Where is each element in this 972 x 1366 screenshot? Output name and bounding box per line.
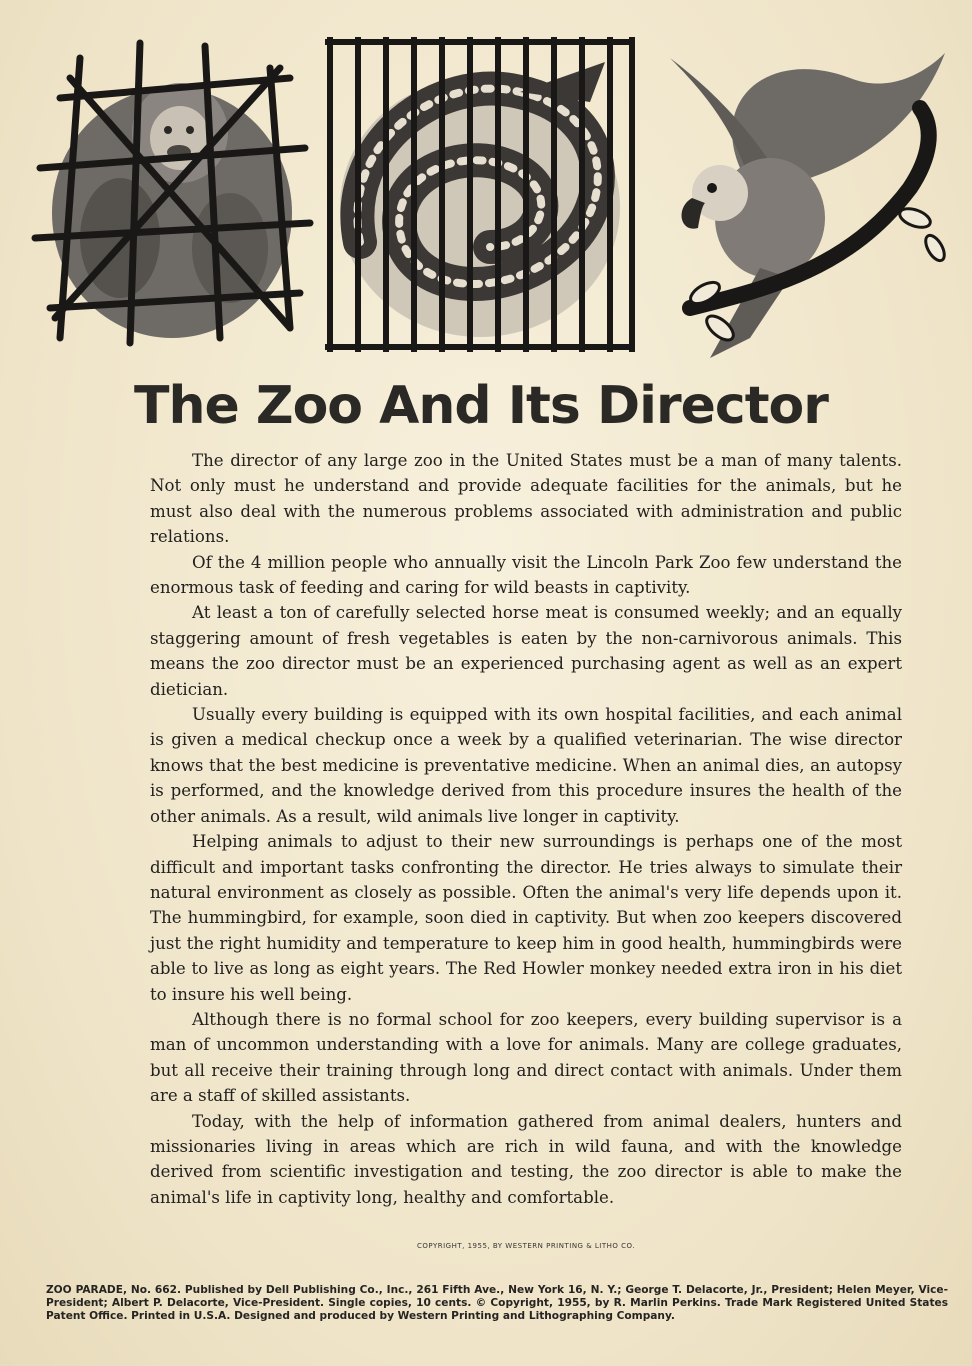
- publisher-imprint: ZOO PARADE, No. 662. Published by Dell Publishing Co., Inc., 261 Fifth Ave., New York 16, N. Y.; George T. Delacorte, Jr., President; Helen Meyer, Vice-President; Albert P. Delacorte, Vice-President. Single copies, 10 cents. © Copyright, 1955, by R. Marlin Perkins. Trade Mark Registered United States Patent Office. Printed in U.S.A. Designed and produced by Western Printing and Lithographing Company.: [46, 1284, 948, 1322]
- gorilla-in-net-illustration: [30, 38, 315, 348]
- paragraph: Although there is no formal school for zoo keepers, every building supervisor is a man of uncommon understanding with a love for animals. Many are college graduates, but all receive their training through long and direct contact with animals. Under them are a staff of skilled assistants.: [150, 1009, 902, 1106]
- paragraph: At least a ton of carefully selected horse meat is consumed weekly; and an equally staggering amount of fresh vegetables is eaten by the non-carnivorous animals. This means the zoo director must be an experienced purchasing agent as well as an expert dietician.: [150, 603, 902, 699]
- article-body: [150, 448, 902, 1210]
- paragraph: Today, with the help of information gathered from animal dealers, hunters and missionaries living in areas which are rich in wild fauna, and with the knowledge derived from scientific investigation and testing, the zoo director is able to make the animal's life in captivity long, healthy and comfortable.: [150, 1111, 902, 1207]
- paragraph: Usually every building is equipped with its own hospital facilities, and each animal is given a medical checkup once a week by a qualified veterinarian. The wise director knows that the best medicine is preventative medicine. When an animal dies, an autopsy is performed, and the knowledge derived from this procedure insures the health of the other animals. As a result, wild animals live longer in captivity.: [150, 705, 902, 826]
- illustrations-row: [30, 30, 950, 370]
- paragraph: The director of any large zoo in the United States must be a man of many talents. Not only must he understand and provide adequate facilities for the animals, but he must also deal with the numerous problems associated with administration and public relations.: [150, 451, 902, 547]
- paragraph: Helping animals to adjust to their new surroundings is perhaps one of the most difficult and important tasks confronting the director. He tries always to simulate their natural environment as closely as possible. Often the animal's very life depends upon it. The hummingbird, for example, soon died in captivity. But when zoo keepers discovered just the right humidity and temperature to keep him in good health, hummingbirds were able to live as long as eight years. The Red Howler monkey needed extra iron in his diet to insure his well being.: [150, 832, 902, 1004]
- parrot-on-branch-illustration: [650, 38, 950, 368]
- article-title: The Zoo And Its Director: [134, 376, 828, 436]
- snake-in-cage-illustration: [320, 32, 640, 357]
- paragraph: Of the 4 million people who annually visit the Lincoln Park Zoo few understand the enormous task of feeding and caring for wild beasts in captivity.: [150, 552, 902, 598]
- copyright-line: COPYRIGHT, 1955, BY WESTERN PRINTING & LITHO CO.: [417, 1242, 635, 1250]
